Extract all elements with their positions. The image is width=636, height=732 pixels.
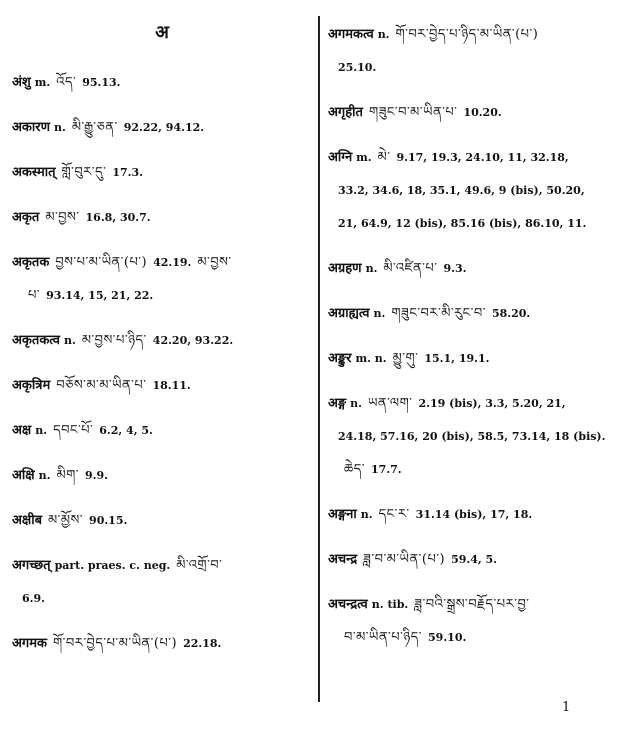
tibetan-equivalent: མི་འགྲོ་བ་ — [176, 558, 223, 573]
tibetan-equivalent: བྱས་པ་མ་ཡིན་(པ་) — [55, 255, 148, 270]
column-divider — [318, 16, 320, 702]
part-of-speech: m. — [356, 151, 372, 164]
tibetan-equivalent: དང་ར་ — [378, 507, 410, 522]
section-heading: अ — [155, 22, 169, 43]
entry-agamaka — [12, 627, 312, 660]
left-column — [12, 18, 312, 672]
headword: अङ्गना — [328, 507, 357, 522]
part-of-speech: m. n. — [355, 352, 387, 365]
part-of-speech: n. — [360, 508, 373, 521]
references: 21, 64.9, 12 (bis), 85.16 (bis), 86.10, 11. — [338, 217, 587, 230]
tibetan-equivalent: འོད་ — [56, 75, 77, 90]
tibetan-equivalent: གཟུང་བར་མི་རུང་བ་ — [391, 306, 486, 321]
headword: अकृत्रिम — [12, 378, 51, 393]
references: 16.8, 30.7. — [85, 211, 151, 224]
headword: अकृतक — [12, 255, 50, 270]
part-of-speech: n. — [38, 469, 51, 482]
headword: अकृत — [12, 210, 40, 225]
tibetan-equivalent: མི་འཛིན་པ་ — [383, 261, 438, 276]
headword: अङ्कुर — [328, 351, 352, 366]
headword: अग्रहण — [328, 261, 362, 276]
entry-akarana — [12, 111, 312, 144]
tibetan-equivalent: མ་བྱས་ — [197, 255, 232, 270]
entry-ankura — [328, 342, 628, 375]
headword: अगमकत्व — [328, 27, 374, 42]
entry-akasmat — [12, 156, 312, 189]
entry-agni — [328, 141, 628, 240]
tibetan-equivalent: གློ་བུར་དུ་ — [61, 165, 107, 180]
references: 42.19. — [153, 256, 192, 269]
part-of-speech: n. — [365, 262, 378, 275]
entry-aksiba — [12, 504, 312, 537]
references: 6.2, 4, 5. — [99, 424, 153, 437]
references: 17.7. — [371, 463, 402, 476]
tibetan-equivalent: གཟུང་བ་མ་ཡིན་པ་ — [368, 105, 458, 120]
references: 15.1, 19.1. — [424, 352, 490, 365]
references: 58.20. — [491, 307, 531, 320]
part-of-speech: m. — [34, 76, 51, 89]
references: 59.4, 5. — [451, 553, 498, 566]
references: 6.9. — [22, 592, 45, 605]
headword: अक्षीब — [12, 513, 43, 528]
entry-akrtaka — [12, 246, 312, 312]
tibetan-equivalent: པ་ — [28, 288, 41, 303]
entry-akrtrima — [12, 369, 312, 402]
entry-agamakatva — [328, 18, 628, 84]
references: 22.18. — [183, 637, 222, 650]
headword: अचन्द्र — [328, 552, 358, 567]
tibetan-equivalent: མེ་ — [377, 150, 391, 165]
references: 9.17, 19.3, 24.10, 11, 32.18, — [396, 151, 569, 164]
entry-acandra — [328, 543, 628, 576]
references: 17.3. — [112, 166, 143, 179]
tibetan-equivalent: གོ་བར་བྱེད་པ་ཉིད་མ་ཡིན་(པ་) — [395, 27, 539, 42]
headword: अगृहीत — [328, 105, 363, 120]
entry-amsu — [12, 66, 312, 99]
tibetan-equivalent: ཡན་ལག་ — [368, 396, 413, 411]
tibetan-equivalent: མ་བྱས་ — [45, 210, 80, 225]
headword: अक्ष — [12, 423, 32, 438]
entry-agrahana — [328, 252, 628, 285]
part-of-speech: n. — [54, 121, 66, 134]
headword: अकारण — [12, 120, 50, 135]
tibetan-equivalent: མ་བྱས་པ་ཉིད་ — [81, 333, 147, 348]
headword: अगच्छत् — [12, 558, 51, 573]
headword: अकृतकत्व — [12, 333, 60, 348]
entry-agrahyatva — [328, 297, 628, 330]
entry-akrtakatva — [12, 324, 312, 357]
tibetan-equivalent: གོ་བར་བྱེད་པ་མ་ཡིན་(པ་) — [53, 636, 178, 651]
entry-angana — [328, 498, 628, 531]
part-of-speech: n. tib. — [371, 598, 409, 611]
entry-agrhita — [328, 96, 628, 129]
tibetan-equivalent: མ་མྱོས་ — [48, 513, 84, 528]
tibetan-equivalent: བ་མ་ཡིན་པ་ཉིད་ — [344, 630, 423, 645]
entry-aksi — [12, 459, 312, 492]
headword: अकस्मात् — [12, 165, 56, 180]
headword: अग्नि — [328, 150, 353, 165]
page-number: 1 — [562, 700, 571, 715]
headword: अंशु — [12, 75, 31, 90]
tibetan-equivalent: དབང་པོ་ — [53, 423, 94, 438]
part-of-speech: part. praes. c. neg. — [54, 559, 171, 572]
references: 9.3. — [443, 262, 467, 275]
part-of-speech: n. — [377, 28, 390, 41]
references: 95.13. — [82, 76, 121, 89]
references: 59.10. — [428, 631, 467, 644]
entry-aksa — [12, 414, 312, 447]
references: 90.15. — [89, 514, 128, 527]
references: 9.9. — [84, 469, 108, 482]
headword: अचन्द्रत्व — [328, 597, 368, 612]
entry-anga — [328, 387, 628, 486]
references: 42.20, 93.22. — [152, 334, 234, 347]
part-of-speech: n. — [350, 397, 362, 410]
headword: अङ्ग — [328, 396, 347, 411]
right-column — [328, 18, 628, 666]
references: 93.14, 15, 21, 22. — [46, 289, 154, 302]
references: 25.10. — [338, 61, 377, 74]
entry-acandratva — [328, 588, 628, 654]
part-of-speech: n. — [373, 307, 386, 320]
tibetan-equivalent: ཟླ་བའི་སྒྲས་བརྗོད་པར་བྱ་ — [414, 597, 530, 612]
references: 18.11. — [152, 379, 191, 392]
entry-agacchat — [12, 549, 312, 615]
references: 2.19 (bis), 3.3, 5.20, 21, — [418, 397, 566, 410]
tibetan-equivalent: ཆེད་ — [344, 462, 366, 477]
entry-akrta — [12, 201, 312, 234]
references: 10.20. — [463, 106, 502, 119]
part-of-speech: n. — [35, 424, 48, 437]
tibetan-equivalent: བཅོས་མ་མ་ཡིན་པ་ — [56, 378, 147, 393]
references: 92.22, 94.12. — [123, 121, 205, 134]
part-of-speech: n. — [63, 334, 76, 347]
references: 31.14 (bis), 17, 18. — [415, 508, 533, 521]
headword: अग्राह्यत्व — [328, 306, 370, 321]
tibetan-equivalent: མིག་ — [56, 468, 79, 483]
tibetan-equivalent: མྱུ་གུ་ — [392, 351, 419, 366]
tibetan-equivalent: ཟླ་བ་མ་ཡིན་(པ་) — [363, 552, 446, 567]
headword: अगमक — [12, 636, 48, 651]
tibetan-equivalent: མི་རྒྱུ་ཅན་ — [71, 120, 118, 135]
headword: अक्षि — [12, 468, 35, 483]
references: 24.18, 57.16, 20 (bis), 58.5, 73.14, 18 (bis). — [338, 430, 606, 443]
references: 33.2, 34.6, 18, 35.1, 49.6, 9 (bis), 50.20, — [338, 184, 585, 197]
